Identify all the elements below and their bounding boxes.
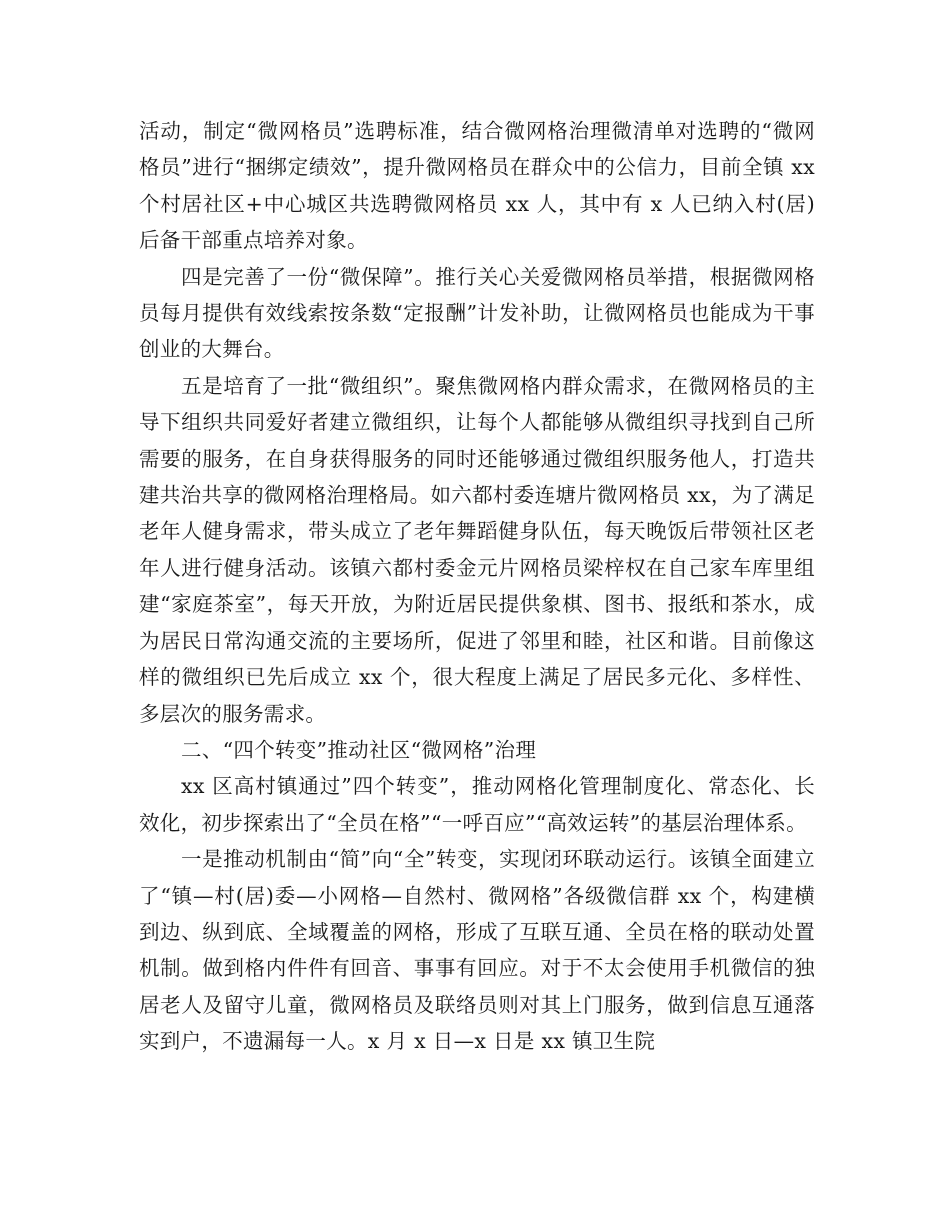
- section-heading: 二、“四个转变”推动社区“微网格”治理: [181, 737, 537, 762]
- paragraph-mechanism-transformation: 一是推动机制由“简”向“全”转变，实现闭环联动运行。该镇全面建立了“镇—村(居)委—小网格—自然村、微网格”各级微信群 xx 个，构建横到边、纵到底、全域覆盖的网格，形成了互联互通、全员在格的联动处置机制。做到格内件件有回音、事事有回应。对于不太会使用手机微信的独居老人及留守儿童，微网格员及联络员则对其上门服务，做到信息互通落实到户，不遗漏每一人。x 月 x 日—x 日是 xx 镇卫生院: [139, 847, 815, 1054]
- document-page: [139, 113, 815, 1060]
- paragraph-micro-guarantee: 四是完善了一份“微保障”。推行关心关爱微网格员举措，根据微网格员每月提供有效线索按条数“定报酬”计发补助，让微网格员也能成为干事创业的大舞台。: [139, 264, 815, 362]
- paragraph-recruitment-standards: 活动，制定“微网格员”选聘标准，结合微网格治理微清单对选聘的“微网格员”进行“捆绑定绩效”，提升微网格员在群众中的公信力，目前全镇 xx 个村居社区+中心城区共选聘微网格员 xx 人，其中有 x 人已纳入村(居)后备干部重点培养对象。: [139, 119, 815, 253]
- paragraph-four-transformations: xx 区高村镇通过”四个转变”，推动网格化管理制度化、常态化、长效化，初步探索出了“全员在格”“一呼百应”“高效运转”的基层治理体系。: [139, 774, 815, 835]
- paragraph-micro-organization: 五是培育了一批“微组织”。聚焦微网格内群众需求，在微网格员的主导下组织共同爱好者建立微组织，让每个人都能够从微组织寻找到自己所需要的服务，在自身获得服务的同时还能够通过微组织服务他人，打造共建共治共享的微网格治理格局。如六都村委连塘片微网格员 xx，为了满足老年人健身需求，带头成立了老年舞蹈健身队伍，每天晚饭后带领社区老年人进行健身活动。该镇六都村委金元片网格员梁梓权在自己家车库里组建“家庭茶室”，每天开放，为附近居民提供象棋、图书、报纸和茶水，成为居民日常沟通交流的主要场所，促进了邻里和睦，社区和谐。目前像这样的微组织已先后成立 xx 个，很大程度上满足了居民多元化、多样性、多层次的服务需求。: [139, 373, 815, 726]
